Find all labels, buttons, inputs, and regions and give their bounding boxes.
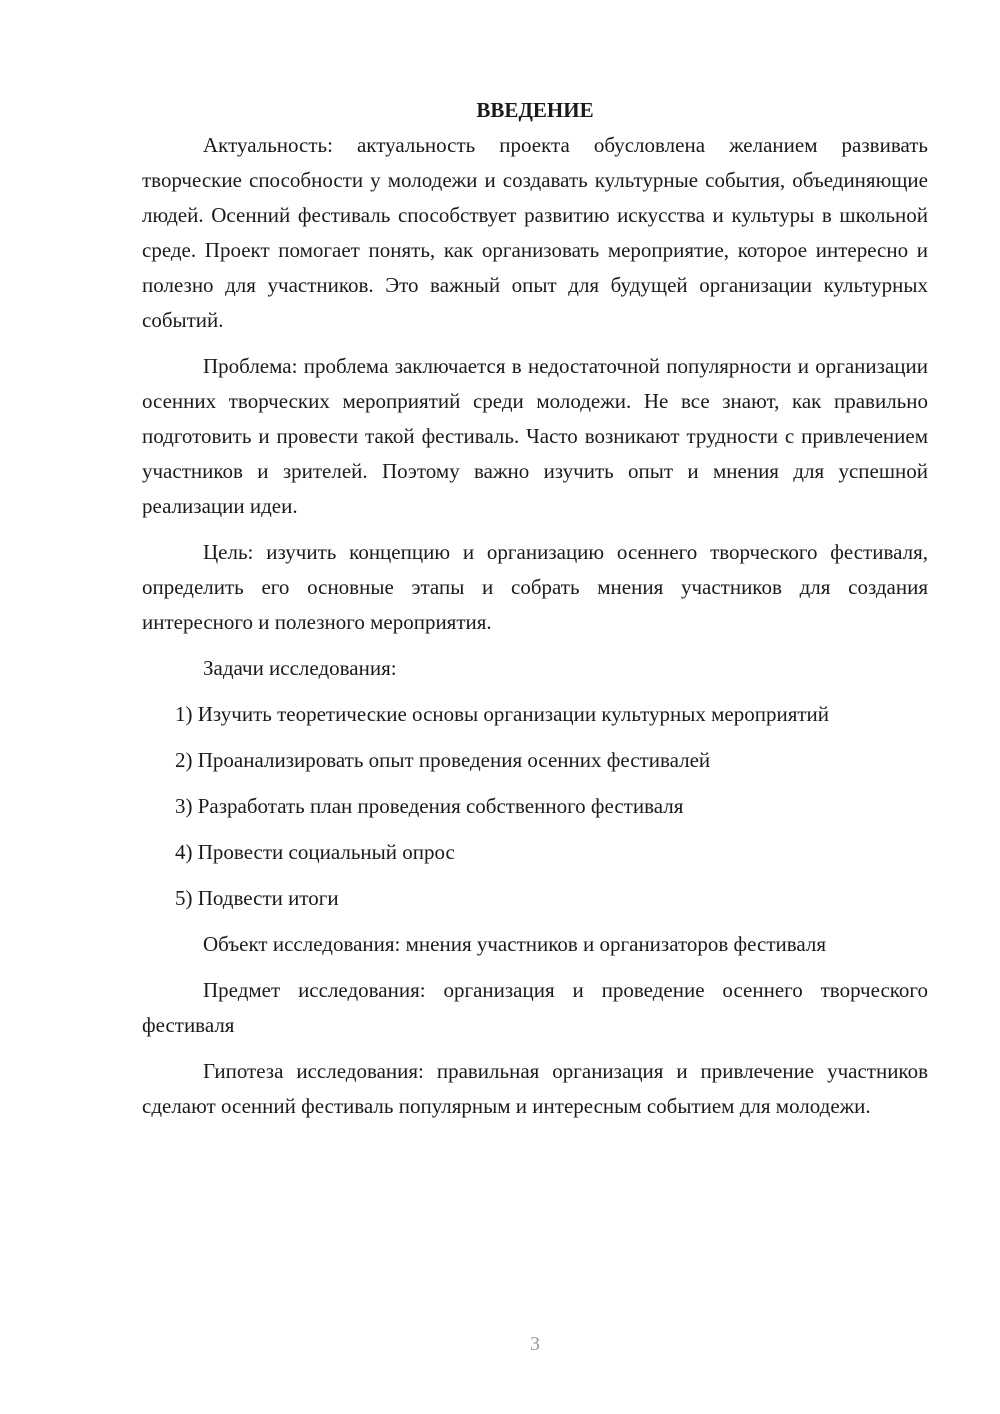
relevance-paragraph: Актуальность: актуальность проекта обусловлена желанием развивать творческие способности у молодежи и создавать культурные события, объединяющие людей. Осенний фестиваль способствует развитию искусства и культуры в школьной среде. Проект помогает понять, как организовать мероприятие, которое интересно и полезно для участников. Это важный опыт для будущей организации культурных событий. bbox=[142, 133, 928, 332]
task-item: 1) Изучить теоретические основы организации культурных мероприятий bbox=[175, 702, 830, 726]
problem-paragraph: Проблема: проблема заключается в недостаточной популярности и организации осенних творческих мероприятий среди молодежи. Не все знают, как правильно подготовить и провести такой фестиваль. Часто возникают трудности с привлечением участников и зрителей. Поэтому важно изучить опыт и мнения для успешной реализации идеи. bbox=[142, 354, 928, 518]
page-number: 3 bbox=[530, 1333, 540, 1355]
hypothesis-paragraph: Гипотеза исследования: правильная организация и привлечение участников сделают осенний фестиваль популярным и интересным событием для молодежи. bbox=[142, 1059, 928, 1118]
tasks-heading: Задачи исследования: bbox=[203, 656, 397, 680]
subject-paragraph: Предмет исследования: организация и проведение осеннего творческого фестиваля bbox=[142, 978, 928, 1037]
object-paragraph: Объект исследования: мнения участников и организаторов фестиваля bbox=[203, 932, 827, 956]
task-item: 2) Проанализировать опыт проведения осенних фестивалей bbox=[175, 748, 711, 772]
goal-paragraph: Цель: изучить концепцию и организацию осеннего творческого фестиваля, определить его основные этапы и собрать мнения участников для создания интересного и полезного мероприятия. bbox=[142, 540, 928, 634]
page-title: ВВЕДЕНИЕ bbox=[476, 98, 594, 122]
task-item: 5) Подвести итоги bbox=[175, 886, 339, 910]
task-item: 4) Провести социальный опрос bbox=[175, 840, 455, 864]
task-item: 3) Разработать план проведения собственного фестиваля bbox=[175, 794, 684, 818]
document-page bbox=[142, 93, 928, 1124]
